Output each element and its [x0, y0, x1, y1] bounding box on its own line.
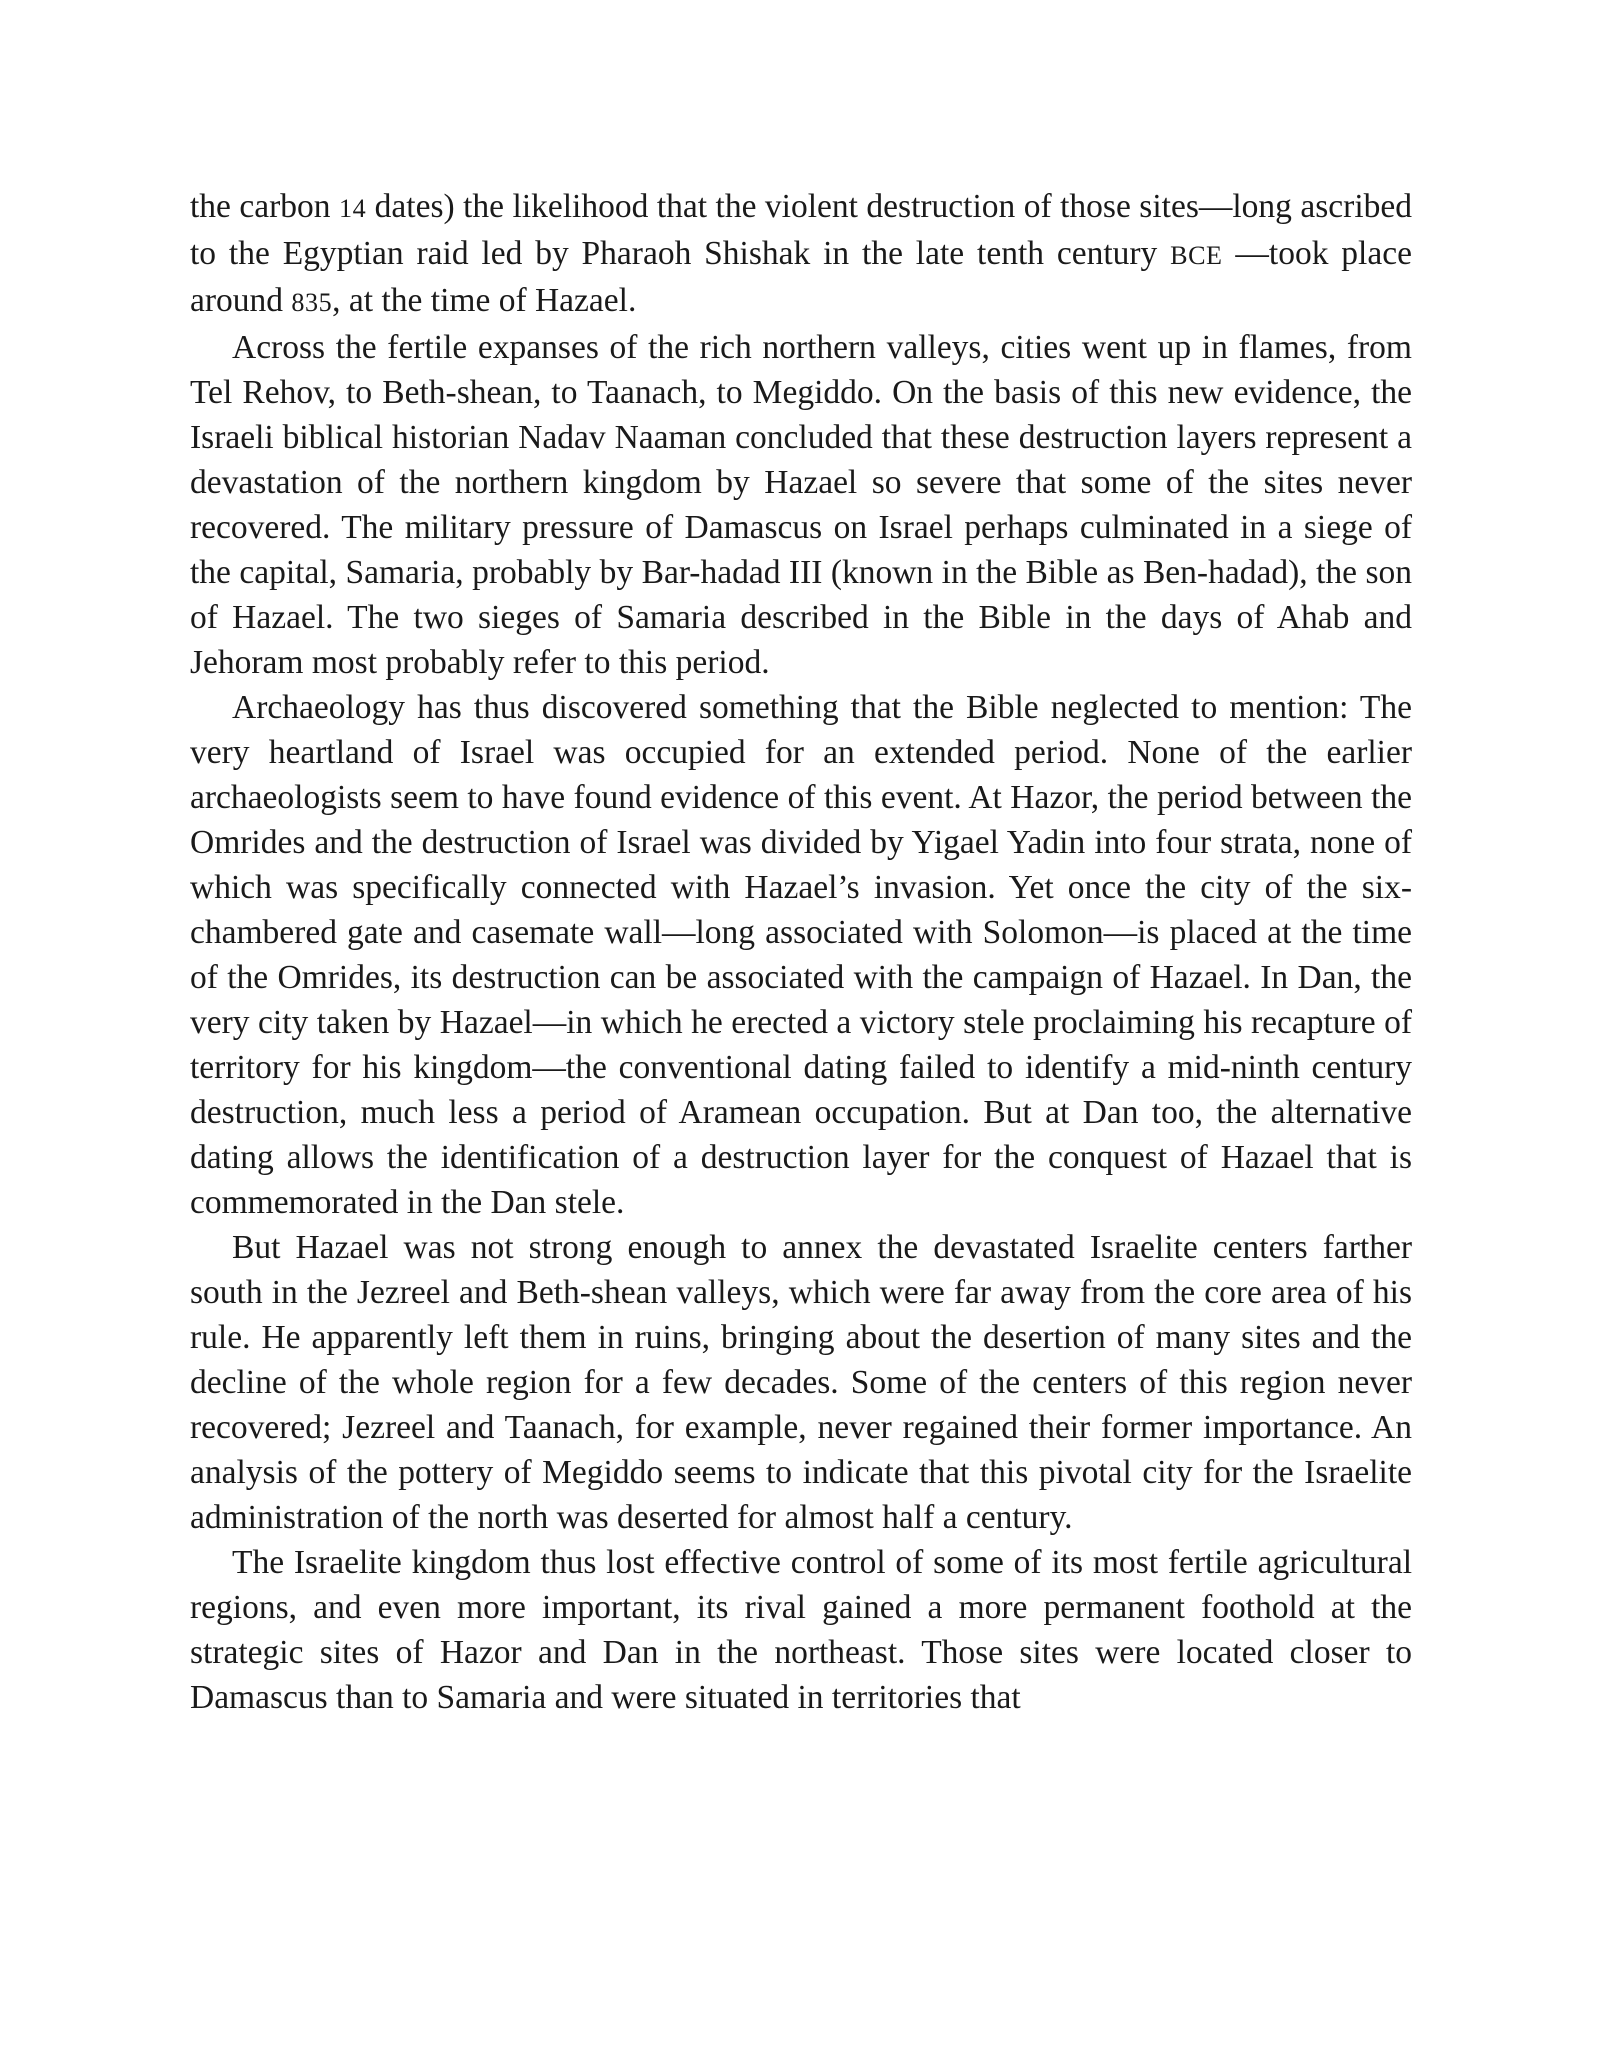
text-run: , at the time of Hazael. [332, 282, 637, 319]
text-run: the carbon [190, 188, 340, 225]
text-run: dates) the likelihood that the violent destruction of those sites—long ascribed to the Egyptian raid led by Pharaoh Shishak in the late tenth century [190, 188, 1412, 272]
paragraph: The Israelite kingdom thus lost effective control of some of its most fertile agricultural regions, and even more important, its rival gained a more permanent foothold at the strategic sites of Hazor and Dan in the northeast. Those sites were located closer to Damascus than to Samaria and were situated in territories that [190, 1544, 1412, 1716]
oldstyle-number: 14 [339, 194, 367, 223]
paragraph: But Hazael was not strong enough to annex the devastated Israelite centers farther south in the Jezreel and Beth-shean valleys, which were far away from the core area of his rule. He apparently left them in ruins, bringing about the desertion of many sites and the decline of the whole region for a few decades. Some of the centers of this region never recovered; Jezreel and Taanach, for example, never regained their former importance. An analysis of the pottery of Megiddo seems to indicate that this pivotal city for the Israelite administration of the north was deserted for almost half a century. [190, 1229, 1412, 1536]
paragraph: Across the fertile expanses of the rich northern valleys, cities went up in flames, from Tel Rehov, to Beth-shean, to Taanach, to Megiddo. On the basis of this new evidence, the Israeli biblical historian Nadav Naaman concluded that these destruction layers represent a devastation of the northern kingdom by Hazael so severe that some of the sites never recovered. The military pressure of Damascus on Israel perhaps culminated in a siege of the capital, Samaria, probably by Bar-hadad III (known in the Bible as Ben-hadad), the son of Hazael. The two sieges of Samaria described in the Bible in the days of Ahab and Jehoram most probably refer to this period. [190, 329, 1412, 681]
paragraph: Archaeology has thus discovered something that the Bible neglected to mention: The very heartland of Israel was occupied for an extended period. None of the earlier archaeologists seem to have found evidence of this event. At Hazor, the period between the Omrides and the destruction of Israel was divided by Yigael Yadin into four strata, none of which was specifically connected with Hazael’s invasion. Yet once the city of the six-chambered gate and casemate wall—long associated with Solomon—is placed at the time of the Omrides, its destruction can be associated with the campaign of Hazael. In Dan, the very city taken by Hazael—in which he erected a victory stele proclaiming his recapture of territory for his kingdom—the conventional dating failed to identify a mid-ninth century destruction, much less a period of Aramean occupation. But at Dan too, the alternative dating allows the identification of a destruction layer for the conquest of Hazael that is commemorated in the Dan stele. [190, 689, 1412, 1221]
book-page-body [190, 184, 1412, 1720]
oldstyle-number: 835 [291, 288, 333, 317]
paragraph-continuation [190, 184, 1412, 325]
small-caps-era: BCE [1170, 241, 1223, 270]
text-run: —took place around [190, 235, 1412, 319]
